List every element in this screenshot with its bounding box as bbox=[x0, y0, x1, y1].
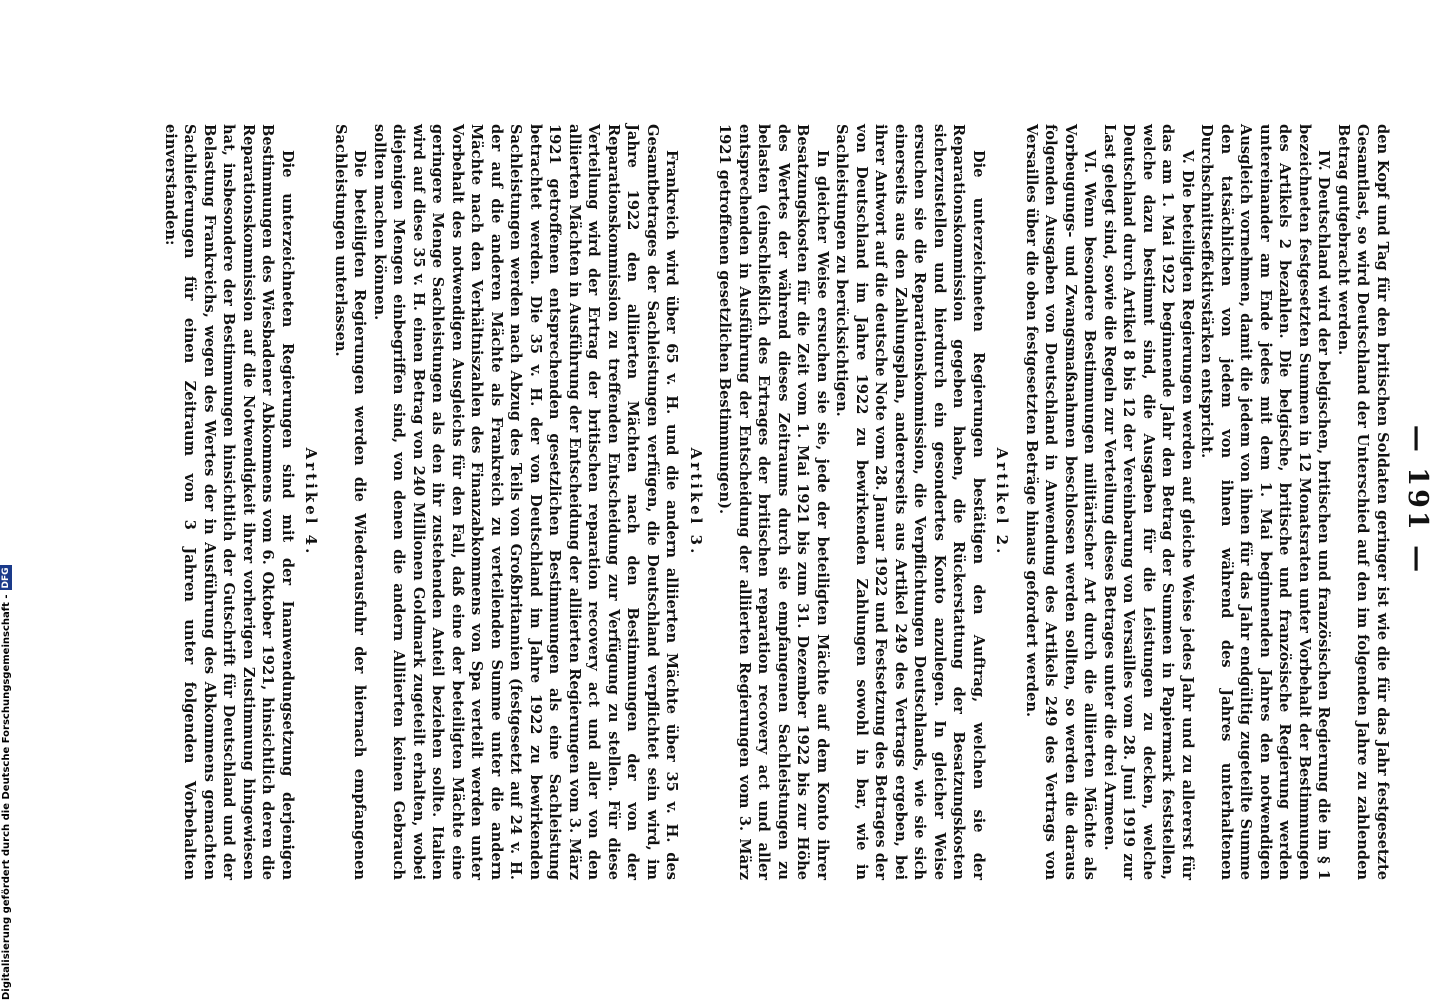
paragraph-iv: IV. Deutschland wird der belgischen, britischen und französischen Regierung die im § 1 bezeichneten festgesetzten Summen in 12 Monatsraten unter Vorbehalt der Bestimmungen des Artikels 2 bezahlen. Die belgische, britische und französische Regierung werden untereinander am Ende jedes mit dem 1. Mai beginnenden Jahres den notwendigen Ausgleich vornehmen, damit die jedem von ihnen für das Jahr endgültig zugeteilte Summe den tatsächlichen von jedem von ihnen während des Jahres unterhaltenen Durchschnittseffektivstärken entspricht. bbox=[1198, 124, 1333, 880]
article-4-heading: Artikel 4. bbox=[302, 447, 321, 557]
article-2-paragraph-1: Die unterzeichneten Regierungen bestätigen den Auftrag, welchen sie der Reparationskommission gegeben haben, die Rückerstattung der Besatzungskosten sicherzustellen und hierdurch ein gesondertes Konto anzulegen. In gleicher Weise ersuchen sie die Reparationskommission, die Verpflichtungen Deutschlands, wie sie sich einerseits aus den Zahlungsplan, andererseits aus Artikel 249 des Vertrags ergeben, bei ihrer Antwort auf die deutsche Note vom 28. Januar 1922 und Festsetzung des Betrages der von Deutschland im Jahre 1922 zu bewirkenden Zahlungen sowohl in bar, wie in Sachleistungen zu berücksichtigen. bbox=[833, 124, 987, 880]
dfg-logo: DFG bbox=[1, 567, 11, 589]
paragraph-intro: den Kopf und Tag für den britischen Soldaten geringer ist wie die für das Jahr festgesetzte Gesamtlast, so wird Deutschland der Unterschied auf den im folgenden Jahre zu zahlenden Betrag gutgebracht werden. bbox=[1335, 124, 1391, 880]
document-body bbox=[161, 124, 1393, 880]
credit-text: Digitalisierung gefördert durch die Deutsche Forschungsgemeinschaft - bbox=[1, 594, 12, 1000]
article-3-heading: Artikel 3. bbox=[687, 447, 705, 557]
article-4-paragraph-1: Die unterzeichneten Regierungen sind mit der Inanwendungsetzung derjenigen Bestimmungen des Wiesbadener Abkommens vom 6. Oktober 1921, hinsichtlich deren die Reparationskommission auf die Notwendigkeit ihrer vorherigen Zustimmung hingewiesen hat, insbesondere der Bestimmungen hinsichtlich der Gutschrift für Deutschland und der Belastung Frankreichs, wegen des Wertes der in Ausführung des Abkommens gemachten Sachlieferungen für einen Zeitraum von 3 Jahren unter folgenden Vorbehalten einverstanden: bbox=[162, 124, 296, 880]
article-3-paragraph-1: Frankreich wird über 65 v. H. und die andern alliierten Mächte über 35 v. H. des Gesamtbetrages der Sachleistungen verfügen, die Deutschland verpflichtet sein wird, im Jahre 1922 den alliierten Mächten nach den Bestimmungen der von der Reparationskommission zu treffenden Entscheidung zur Verfügung zu stellen. Für diese Verteilung wird der Ertrag der britischen reparation recovery act und aller von den alliierten Mächten in Ausführung der Entscheidung der alliierten Regierungen vom 3. März 1921 getroffenen entsprechenden gesetzlichen Bestimmungen als eine Sachleistung betrachtet werden. Die 35 v. H. der von Deutschland im Jahre 1922 zu bewirkenden Sachleistungen werden nach Abzug des Teils von Großbritannien (festgesetzt auf 24 v. H. der auf die anderen Mächte als Frankreich zu verteilenden Summe unter die andern Mächte nach den Verhältniszahlen des Finanzabkommens von Spa verteilt werden unter Vorbehalt des notwendigen Ausgleichs für den Fall, daß eine der beteiligten Mächte eine geringere Menge Sachleistungen als den ihr zustehenden Anteil beziehen sollte. Italien wird auf diese 35 v. H. einen Betrag von 240 Millionen Goldmark zugeteilt erhalten, wobei diejenigen Mengen einbegriffen sind, von denen die andern Alliierten keinen Gebrauch sollten machen können. bbox=[371, 124, 681, 880]
article-3-paragraph-2: Die beteiligten Regierungen werden die Wiederausfuhr der hiernach empfangenen Sachleistungen unterlassen. bbox=[332, 124, 369, 880]
article-2-heading: Artikel 2. bbox=[993, 447, 1012, 557]
paragraph-vi: VI. Wenn besondere Bestimmungen militärischer Art durch die alliierten Mächte als Vorbeugungs- und Zwangsmaßnahmen beschlossen werden sollten, so werden die daraus folgenden Ausgaben von Deutschland in Anwendung des Artikels 249 des Vertrags von Versailles über die oben festgesetzten Beträge hinaus gefordert werden. bbox=[1023, 124, 1099, 880]
paragraph-v: V. Die beteiligten Regierungen werden auf gleiche Weise jedes Jahr und zu allererst für das am 1. Mai 1922 beginnende Jahr den Betrag der Summen in Papiermark feststellen, welche dazu bestimmt sind, die Ausgaben für die Leistungen zu decken, welche Deutschland durch Artikel 8 bis 12 der Vereinbarung von Versailles vom 28. Juni 1919 zur Last gelegt sind, sowie die Regeln zur Verteilung dieses Betrages unter die drei Armeen. bbox=[1101, 124, 1196, 880]
article-2-paragraph-2: In gleicher Weise ersuchen sie sie, jede der beteiligten Mächte auf dem Konto ihrer Besatzungskosten für die Zeit vom 1. Mai 1921 bis zum 31. Dezember 1922 bis zur Höhe des Wertes der während dieses Zeitraums durch sie empfangenen Sachleistungen zu belasten (einschließlich des Ertrages der britischen reparation recovery act und aller entsprechenden in Ausführung der Entscheidung der alliierten Regierungen vom 3. März 1921 getroffenen gesetzlichen Bestimmungen). bbox=[716, 124, 831, 880]
digitization-credit bbox=[0, 0, 14, 1000]
page-number: — 191 — bbox=[1402, 424, 1433, 576]
